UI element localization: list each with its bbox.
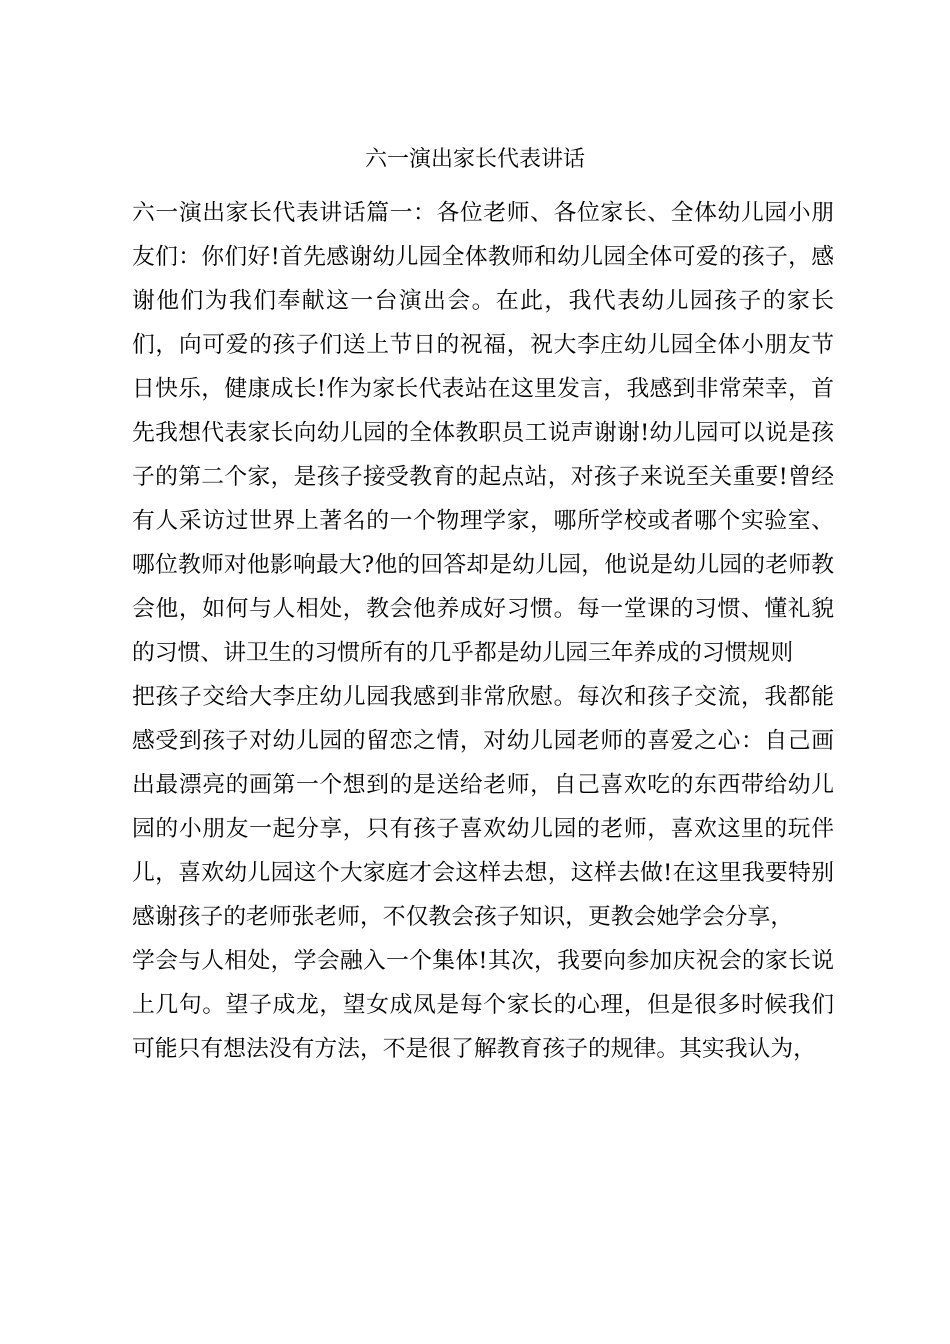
document-body: [132, 191, 834, 1071]
document-title: 六一演出家长代表讲话: [364, 147, 585, 172]
paragraph-3: 学会与人相处，学会融入一个集体!其次，我要向参加庆祝会的家长说上几句。望子成龙，望女成凤是每个家长的心理，但是很多时候我们可能只有想法没有方法，不是很了解教育孩子的规律。其实我认为，: [132, 948, 834, 1062]
paragraph-2: 把孩子交给大李庄幼儿园我感到非常欣慰。每次和孩子交流，我都能感受到孩子对幼儿园的留恋之情，对幼儿园老师的喜爱之心：自己画出最漂亮的画第一个想到的是送给老师，自己喜欢吃的东西带给幼儿园的小朋友一起分享，只有孩子喜欢幼儿园的老师，喜欢这里的玩伴儿，喜欢幼儿园这个大家庭才会这样去想，这样去做!在这里我要特别感谢孩子的老师张老师，不仅教会孩子知识，更教会她学会分享，: [132, 684, 834, 930]
paragraph-1: 六一演出家长代表讲话篇一：各位老师、各位家长、全体幼儿园小朋友们：你们好!首先感谢幼儿园全体教师和幼儿园全体可爱的孩子，感谢他们为我们奉献这一台演出会。在此，我代表幼儿园孩子的家长们，向可爱的孩子们送上节日的祝福，祝大李庄幼儿园全体小朋友节日快乐，健康成长!作为家长代表站在这里发言，我感到非常荣幸，首先我想代表家长向幼儿园的全体教职员工说声谢谢!幼儿园可以说是孩子的第二个家，是孩子接受教育的起点站，对孩子来说至关重要!曾经有人采访过世界上著名的一个物理学家，哪所学校或者哪个实验室、哪位教师对他影响最大?他的回答却是幼儿园，他说是幼儿园的老师教会他，如何与人相处，教会他养成好习惯。每一堂课的习惯、懂礼貌的习惯、讲卫生的习惯所有的几乎都是幼儿园三年养成的习惯规则: [132, 200, 834, 666]
